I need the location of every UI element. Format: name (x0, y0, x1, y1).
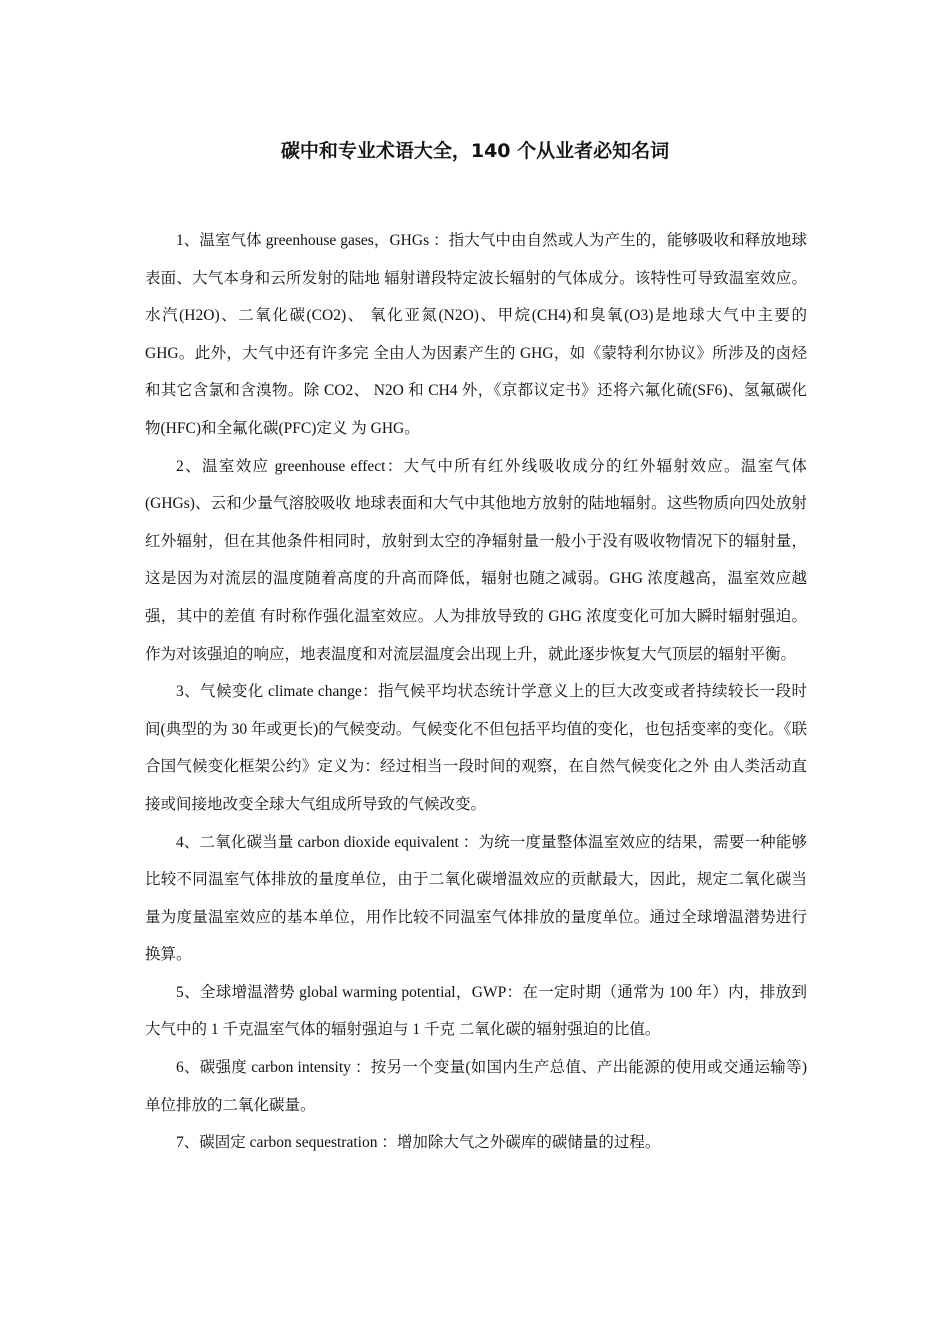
paragraph-term-4: 4、二氧化碳当量 carbon dioxide equivalent ：为统一度量整体温室效应的结果，需要一种能够比较不同温室气体排放的量度单位，由于二氧化碳增温效应的贡献最大，因此，规定二氧化碳当量为度量温室效应的基本单位，用作比较不同温室气体排放的量度单位。通过全球增温潜势进行换算。 (145, 833, 807, 964)
document-body (145, 222, 807, 1162)
paragraph-term-3: 3、气候变化 climate change：指气候平均状态统计学意义上的巨大改变或者持续较长一段时间(典型的为 30 年或更长)的气候变动。气候变化不但包括平均值的变化，也包括变率的变化。《联合国气候变化框架公约》定义为：经过相当一段时间的观察，在自然气候变化之外 由人类活动直接或间接地改变全球大气组成所导致的气候改变。 (145, 683, 807, 813)
page-title: 碳中和专业术语大全，140 个从业者必知名词 (280, 140, 670, 162)
paragraph-term-2: 2、温室效应 greenhouse effect：大气中所有红外线吸收成分的红外辐射效应。温室气体(GHGs)、云和少量气溶胶吸收 地球表面和大气中其他地方放射的陆地辐射。这些物质向四处放射红外辐射，但在其他条件相同时，放射到太空的净辐射量一般小于没有吸收物情况下的辐射量，这是因为对流层的温度随着高度的升高而降低，辐射也随之减弱。GHG 浓度越高，温室效应越强，其中的差值 有时称作强化温室效应。人为排放导致的 GHG 浓度变化可加大瞬时辐射强迫。作为对该强迫的响应，地表温度和对流层温度会出现上升，就此逐步恢复大气顶层的辐射平衡。 (145, 457, 807, 663)
paragraph-term-7: 7、碳固定 carbon sequestration ：增加除大气之外碳库的碳储量的过程。 (176, 1134, 661, 1152)
paragraph-term-6: 6、碳强度 carbon intensity ：按另一个变量(如国内生产总值、产出能源的使用或交通运输等)单位排放的二氧化碳量。 (145, 1059, 807, 1114)
paragraph-term-5: 5、全球增温潜势 global warming potential，GWP：在一定时期（通常为 100 年）内，排放到大气中的 1 千克温室气体的辐射强迫与 1 千克 二氧化碳的辐射强迫的比值。 (145, 983, 807, 1039)
paragraph-term-1: 1、温室气体 greenhouse gases，GHGs ：指大气中由自然或人为产生的，能够吸收和释放地球表面、大气本身和云所发射的陆地 辐射谱段特定波长辐射的气体成分。该特性可导致温室效应。水汽(H2O)、二氧化碳(CO2)、 氧化亚氮(N2O)、甲烷(CH4)和臭氧(O3)是地球大气中主要的 GHG。此外，大气中还有许多完 全由人为因素产生的 GHG，如《蒙特利尔协议》所涉及的卤烃和其它含氯和含溴物。除 CO2、 N2O 和 CH4 外，《京都议定书》还将六氟化硫(SF6)、氢氟碳化物(HFC)和全氟化碳(PFC)定义 为 GHG。 (145, 232, 807, 437)
